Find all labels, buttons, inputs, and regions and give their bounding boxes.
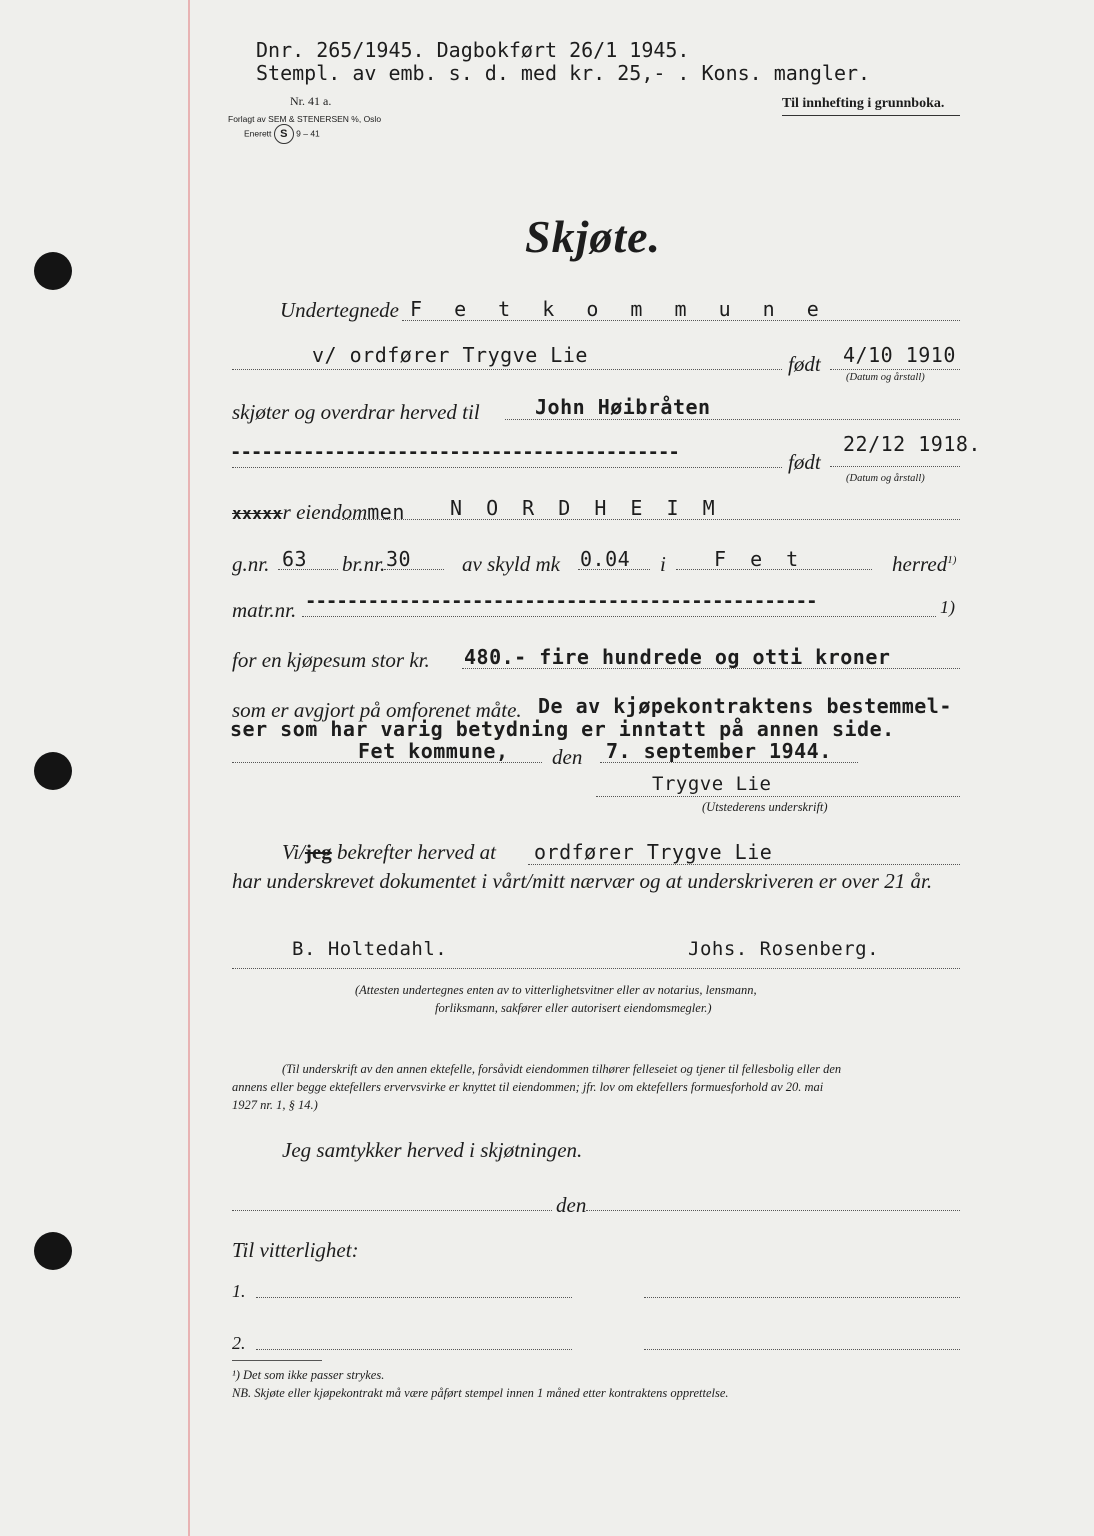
property-label-typed-suffix: men bbox=[367, 500, 405, 524]
property-line bbox=[342, 519, 960, 520]
signer-name: Trygve Lie bbox=[652, 773, 772, 795]
witness-item1: 1. bbox=[232, 1281, 246, 1301]
spouse-date-line bbox=[586, 1210, 960, 1211]
spouse-note-line2: annens eller begge ektefellers ervervsvirke er knyttet til eiendommen; jfr. lov om ektefellers formuesforhold av 20. mai bbox=[232, 1080, 824, 1094]
grantor-name: F e t k o m m u n e bbox=[410, 297, 829, 321]
punch-hole bbox=[34, 752, 72, 790]
grantor-representative: v/ ordfører Trygve Lie bbox=[312, 343, 588, 367]
bnr-label: br.nr. bbox=[342, 552, 386, 576]
price-value: 480.- fire hundrede og otti kroner bbox=[464, 645, 891, 669]
grantee-born-line bbox=[830, 466, 960, 467]
spouse-note-line3: 1927 nr. 1, § 14.) bbox=[232, 1098, 318, 1112]
attestation-note-line2: forliksmann, sakfører eller autorisert eiendomsmegler.) bbox=[435, 1001, 712, 1015]
signer-caption: (Utstederens underskrift) bbox=[702, 800, 828, 814]
date-line bbox=[600, 762, 858, 763]
herred-footnote-mark: 1) bbox=[947, 554, 957, 566]
signature-date: 7. september 1944. bbox=[606, 739, 832, 763]
matr-label: matr.nr. bbox=[232, 598, 297, 622]
matr-value: ------------------------------------------------- bbox=[305, 590, 817, 612]
witness-line bbox=[232, 968, 960, 969]
skyld-line bbox=[578, 569, 650, 570]
footnote-nb: NB. Skjøte eller kjøpekontrakt må være påført stempel innen 1 måned etter kontraktens opprettelse. bbox=[232, 1386, 729, 1400]
registration-stamp-line2: Stempl. av emb. s. d. med kr. 25,- . Kons. mangler. bbox=[256, 61, 871, 85]
grantor-born-date: 4/10 1910 bbox=[843, 343, 956, 367]
publisher-line2: Enerett bbox=[244, 128, 272, 139]
grantee-line bbox=[505, 419, 960, 420]
herred-i-label: i bbox=[660, 552, 666, 576]
attestation-struck-word: jeg bbox=[304, 840, 332, 864]
witness2-address-line bbox=[644, 1349, 960, 1350]
document-title: Skjøte. bbox=[525, 211, 662, 262]
witness2-signature-line bbox=[256, 1349, 572, 1350]
grantor-born-label: født bbox=[788, 352, 821, 376]
herred-line bbox=[676, 569, 872, 570]
price-line bbox=[462, 668, 960, 669]
witness-item2: 2. bbox=[232, 1333, 246, 1353]
attestation-note-line1: (Attesten undertegnes enten av to vitterlighetsvitner eller av notarius, lensmann, bbox=[355, 983, 757, 997]
place-line bbox=[232, 762, 542, 763]
publisher-line1: Forlagt av SEM & STENERSEN %, Oslo bbox=[228, 114, 382, 124]
gnr-label: g.nr. bbox=[232, 552, 270, 576]
witness2-name: Johs. Rosenberg. bbox=[688, 938, 880, 960]
bnr-line bbox=[384, 569, 444, 570]
representative-line bbox=[232, 369, 782, 370]
filing-note: Til innhefting i grunnboka. bbox=[782, 96, 960, 116]
herred-label-row bbox=[892, 552, 956, 577]
price-label: for en kjøpesum stor kr. bbox=[232, 648, 430, 672]
footnote-1: ¹) Det som ikke passer strykes. bbox=[232, 1368, 385, 1382]
herred-label: herred bbox=[892, 552, 948, 576]
contract-text-line2: ser som har varig betydning er inntatt på annen side. bbox=[230, 717, 895, 741]
struck-prefix: xxxxx bbox=[232, 504, 283, 523]
spouse-place-line bbox=[232, 1210, 552, 1211]
attestation-line bbox=[528, 864, 960, 865]
property-label-row bbox=[232, 500, 405, 525]
grantee-born-label: født bbox=[788, 450, 821, 474]
contract-text-line1: De av kjøpekontraktens bestemmel- bbox=[538, 694, 952, 718]
attestation-text: bekrefter herved at bbox=[337, 840, 497, 864]
grantor-date-hint: (Datum og årstall) bbox=[846, 372, 925, 383]
punch-hole bbox=[34, 1232, 72, 1270]
witness1-address-line bbox=[644, 1297, 960, 1298]
attestation-row bbox=[282, 840, 496, 865]
signer-line bbox=[596, 796, 960, 797]
grantee-dash-line: ------------------------------------------- bbox=[230, 441, 679, 463]
gnr-line bbox=[278, 569, 338, 570]
publisher-code: 9 – 41 bbox=[296, 128, 320, 139]
bnr-value: 30 bbox=[386, 547, 412, 571]
grantee-second-line bbox=[232, 467, 782, 468]
grantee-born-date: 22/12 1918. bbox=[843, 432, 981, 456]
spouse-den-label: den bbox=[556, 1193, 587, 1217]
grantor-label: Undertegnede bbox=[280, 298, 399, 322]
skyld-label: av skyld mk bbox=[462, 552, 560, 576]
witness1-name: B. Holtedahl. bbox=[292, 938, 448, 960]
attestation-name: ordfører Trygve Lie bbox=[534, 840, 773, 864]
spouse-note-line1: (Til underskrift av den annen ektefelle, forsåvidt eiendommen tilhører felleseiet og tjener til fellesbolig eller den bbox=[282, 1062, 842, 1076]
property-name: N O R D H E I M bbox=[450, 496, 721, 520]
skyld-value: 0.04 bbox=[580, 547, 631, 571]
grantee-label: skjøter og overdrar herved til bbox=[232, 400, 480, 424]
gnr-value: 63 bbox=[282, 547, 308, 571]
attestation-prefix: Vi/ bbox=[282, 840, 305, 864]
signature-den-label: den bbox=[552, 745, 583, 769]
punch-hole bbox=[34, 252, 72, 290]
grantee-date-hint: (Datum og årstall) bbox=[846, 473, 925, 484]
registration-stamp-line1: Dnr. 265/1945. Dagbokført 26/1 1945. bbox=[256, 38, 690, 62]
settled-text: som er avgjort på omforenet måte. bbox=[232, 698, 522, 722]
herred-name: F e t bbox=[714, 547, 805, 571]
witnessing-label: Til vitterlighet: bbox=[232, 1238, 359, 1262]
attestation-line2: har underskrevet dokumentet i vårt/mitt nærvær og at underskriveren er over 21 år. bbox=[232, 869, 933, 893]
witness1-signature-line bbox=[256, 1297, 572, 1298]
publisher-logo: S bbox=[274, 124, 294, 144]
publisher-imprint bbox=[228, 114, 381, 144]
matr-footnote-mark: 1) bbox=[940, 597, 955, 617]
property-label: r eiendom bbox=[282, 500, 368, 524]
red-margin-line bbox=[188, 0, 190, 1536]
signature-place: Fet kommune, bbox=[358, 739, 509, 763]
matr-line bbox=[302, 616, 936, 617]
footnote-rule bbox=[232, 1360, 322, 1361]
spouse-consent: Jeg samtykker herved i skjøtningen. bbox=[282, 1138, 583, 1162]
grantor-born-line bbox=[830, 369, 960, 370]
grantee-name: John Høibråten bbox=[535, 395, 711, 419]
form-number: Nr. 41 a. bbox=[290, 94, 332, 108]
